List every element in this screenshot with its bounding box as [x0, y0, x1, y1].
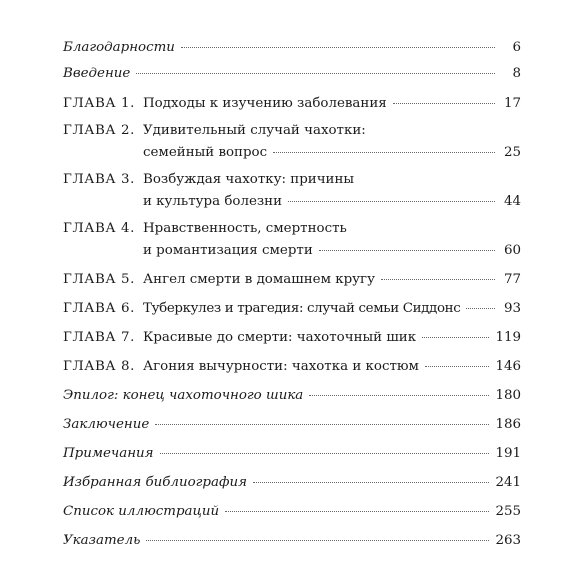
table-of-contents	[63, 36, 521, 555]
toc-entry-conclusion[interactable]	[63, 413, 521, 435]
toc-entry-notes[interactable]	[63, 442, 521, 464]
dot-leader	[160, 439, 490, 454]
toc-page-number: 60	[503, 243, 521, 258]
toc-entry-title: Удивительный случай чахотки:	[143, 123, 366, 138]
toc-page-number: 6	[512, 40, 521, 55]
toc-entry-epilogue[interactable]	[63, 384, 521, 406]
toc-page-number: 93	[503, 301, 521, 316]
toc-entry-chapter-3[interactable]	[63, 170, 521, 212]
toc-entry-chapter-7[interactable]	[63, 326, 521, 348]
dot-leader	[253, 468, 490, 483]
toc-page-number: 186	[495, 417, 521, 432]
toc-entry-title: Благодарности	[63, 40, 175, 55]
dot-leader	[381, 265, 495, 280]
toc-entry-title-continuation: и романтизация смерти	[143, 243, 313, 258]
dot-leader	[425, 352, 490, 367]
chapter-prefix: ГЛАВА 1.	[63, 96, 135, 111]
toc-entry-bibliography[interactable]	[63, 471, 521, 493]
toc-entry-acknowledgements[interactable]	[63, 36, 521, 58]
toc-entry-chapter-5[interactable]	[63, 268, 521, 290]
dot-leader	[273, 138, 495, 153]
toc-page-number: 146	[495, 359, 521, 374]
toc-page-number: 263	[495, 533, 521, 548]
toc-page-number: 77	[503, 272, 521, 287]
toc-page-number: 44	[503, 194, 521, 209]
toc-entry-title-continuation: и культура болезни	[143, 194, 283, 209]
toc-entry-chapter-2[interactable]	[63, 121, 521, 163]
toc-entry-title: Агония вычурности: чахотка и костюм	[143, 359, 419, 374]
toc-entry-chapter-1[interactable]	[63, 92, 521, 114]
toc-entry-title: Нравственность, смертность	[143, 221, 347, 236]
toc-page-number: 17	[503, 96, 521, 111]
toc-entry-introduction[interactable]	[63, 62, 521, 84]
dot-leader	[309, 381, 489, 396]
dot-leader	[466, 294, 495, 309]
dot-leader	[319, 236, 495, 251]
toc-page-number: 255	[495, 504, 521, 519]
chapter-prefix: ГЛАВА 2.	[63, 123, 135, 138]
toc-entry-chapter-4[interactable]	[63, 219, 521, 261]
chapter-prefix: ГЛАВА 8.	[63, 359, 135, 374]
toc-entry-index[interactable]	[63, 529, 521, 551]
toc-page-number: 241	[495, 475, 521, 490]
toc-page-number: 25	[503, 145, 521, 160]
toc-entry-list-of-illustrations[interactable]	[63, 500, 521, 522]
toc-page-number: 8	[512, 66, 521, 81]
toc-entry-title: Красивые до смерти: чахоточный шик	[143, 330, 417, 345]
toc-entry-title: Указатель	[63, 533, 141, 548]
toc-page-number: 180	[495, 388, 521, 403]
dot-leader	[225, 497, 489, 512]
toc-entry-title: Ангел смерти в домашнем кругу	[143, 272, 375, 287]
chapter-prefix: ГЛАВА 7.	[63, 330, 135, 345]
toc-entry-title: Возбуждая чахотку: причины	[143, 172, 355, 187]
toc-entry-chapter-6[interactable]	[63, 297, 521, 319]
chapter-prefix: ГЛАВА 3.	[63, 172, 135, 187]
toc-entry-title: Примечания	[63, 446, 154, 461]
dot-leader	[393, 89, 495, 104]
toc-entry-title-continuation: семейный вопрос	[143, 145, 268, 160]
chapter-prefix: ГЛАВА 6.	[63, 301, 135, 316]
toc-entry-title: Введение	[63, 66, 131, 81]
dot-leader	[288, 187, 495, 202]
chapter-prefix: ГЛАВА 4.	[63, 221, 135, 236]
toc-page-number: 191	[495, 446, 521, 461]
toc-entry-title: Избранная библиография	[63, 475, 247, 490]
toc-entry-title: Список иллюстраций	[63, 504, 220, 519]
toc-entry-title: Подходы к изучению заболевания	[143, 96, 387, 111]
dot-leader	[422, 323, 489, 338]
dot-leader	[155, 410, 489, 425]
dot-leader	[146, 526, 489, 541]
dot-leader	[181, 33, 495, 48]
toc-entry-title: Эпилог: конец чахоточного шика	[63, 388, 304, 403]
toc-entry-title: Заключение	[63, 417, 150, 432]
toc-entry-title: Туберкулез и трагедия: случай семьи Сиддонс	[143, 301, 461, 316]
toc-entry-chapter-8[interactable]	[63, 355, 521, 377]
toc-page-number: 119	[495, 330, 521, 345]
chapter-prefix: ГЛАВА 5.	[63, 272, 135, 287]
dot-leader	[136, 59, 495, 74]
